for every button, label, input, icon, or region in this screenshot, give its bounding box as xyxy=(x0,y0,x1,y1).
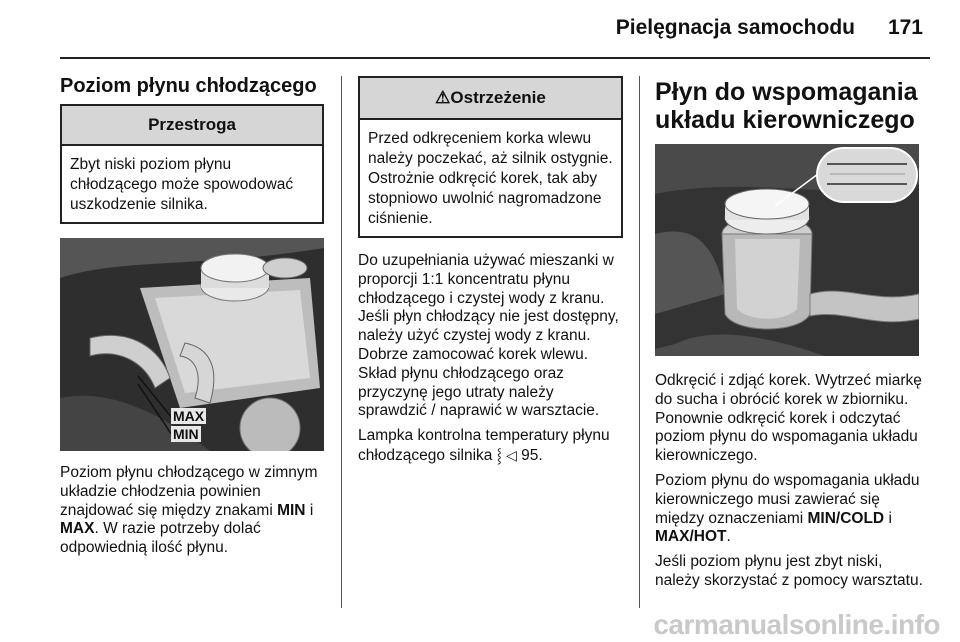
section-heading-coolant: Poziom płynu chłodzącego xyxy=(60,75,317,97)
coolant-mixture-paragraph: Do uzupełniania używać mieszanki w proporcji 1:1 koncentratu płynu chłodzącego i czystej wody z kranu. Jeśli płyn chłodzący nie jest dostępny, należy użyć czystej wody z kranu. Dobrze zamocować korek wlewu. Skład płynu chłodzącego oraz przyczynę jego utraty należy sprawdzić / naprawić w warsztacie. xyxy=(358,252,619,420)
max-hot-mark: MAX/HOT xyxy=(655,528,727,546)
column-divider-2 xyxy=(639,76,640,608)
coolant-temperature-icon: ⸾ xyxy=(496,446,502,463)
warning-triangle-icon: ⚠ xyxy=(435,88,451,107)
caution-text: Zbyt niski poziom płynu chłodzącego może spowodować uszkodzenie silnika. xyxy=(70,156,294,213)
header-rule xyxy=(60,57,930,59)
coolant-temp-lamp-paragraph: Lampka kontrolna temperatury płynu chłodzącego silnika ⸾ ◁ 95. xyxy=(358,427,610,464)
low-fluid-paragraph: Jeśli poziom płynu jest zbyt niski, należy skorzystać z pomocy warsztatu. xyxy=(655,553,923,589)
coolant-reservoir-photo xyxy=(60,238,324,451)
warning-text: Przed odkręceniem korka wlewu należy poczekać, aż silnik ostygnie. Ostrożnie odkręcić korek, tak aby stopniowo uwolnić nagromadzone ciśnienie. xyxy=(368,130,613,227)
min-cold-mark: MIN/COLD xyxy=(807,509,885,527)
max-mark-ref: MAX xyxy=(60,520,95,538)
coolant-level-paragraph: Poziom płynu chłodzącego w zimnym układzie chłodzenia powinien znajdować się między znakami MIN i MAX. W razie potrzeby dolać odpowiednią ilość płynu. xyxy=(60,464,318,557)
section-heading-power-steering: Płyn do wspomagania układu kierowniczego xyxy=(655,78,918,134)
column-divider-1 xyxy=(341,76,342,608)
power-steering-reservoir-illustration xyxy=(655,144,919,356)
warning-header xyxy=(360,78,621,120)
page-number: 171 xyxy=(887,16,923,39)
power-steering-reservoir-photo xyxy=(655,144,919,356)
caution-box xyxy=(60,104,324,224)
steering-fluid-level-paragraph: Poziom płynu do wspomagania układu kierowniczego musi zawierać się między oznaczeniami MIN/COLD i MAX/HOT. xyxy=(655,471,920,546)
warning-title: Ostrzeżenie xyxy=(450,88,546,107)
column-coolant xyxy=(60,74,324,558)
caution-title: Przestroga xyxy=(62,106,322,146)
watermark: carmanualsonline.info xyxy=(653,609,940,640)
max-mark-label: MAX xyxy=(173,408,205,424)
column-power-steering xyxy=(655,78,923,591)
min-mark-ref: MIN xyxy=(277,501,306,519)
column-coolant-continued xyxy=(358,76,623,466)
page-header-title: Pielęgnacja samochodu xyxy=(615,16,855,39)
dipstick-paragraph: Odkręcić i zdjąć korek. Wytrzeć miarkę do sucha i obrócić korek w zbiorniku. Ponownie odkręcić korek i odczytać poziom płynu do wspomagania układu kierowniczego. xyxy=(655,372,922,465)
page-reference-icon: ◁ xyxy=(506,446,517,463)
warning-box xyxy=(358,76,623,238)
min-mark-label: MIN xyxy=(173,426,199,442)
